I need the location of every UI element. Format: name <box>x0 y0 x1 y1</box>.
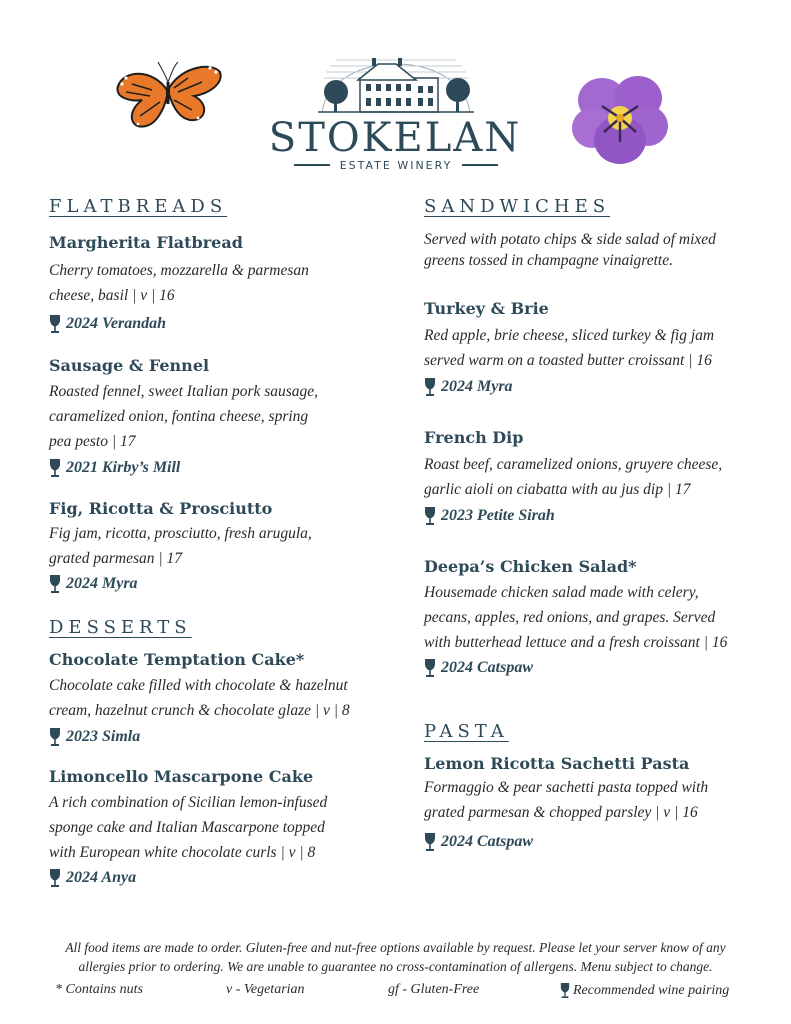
wine-name: 2024 Verandah <box>66 315 167 332</box>
desc-line: Housemade chicken salad made with celery, <box>424 584 699 601</box>
item-description <box>424 452 769 502</box>
item-description <box>424 580 769 655</box>
wine-glass-icon <box>424 377 436 397</box>
allergen-note <box>20 938 771 976</box>
item-description <box>49 258 389 308</box>
item-description <box>49 673 389 723</box>
item-name: Limoncello Mascarpone Cake <box>49 767 314 786</box>
purple-pansy-icon <box>572 72 668 168</box>
legend-text: gf - Gluten-Free <box>388 982 480 997</box>
desc-line: garlic aioli on ciabatta with au jus dip | 17 <box>424 481 691 498</box>
desc-line: sponge cake and Italian Mascarpone topped <box>49 819 325 836</box>
wine-pairing <box>49 457 389 479</box>
monarch-butterfly-icon <box>112 60 224 132</box>
desc-line: pecans, apples, red onions, and grapes. Served <box>424 609 716 626</box>
desc-line: caramelized onion, fontina cheese, spring <box>49 408 309 425</box>
desc-line: grated parmesan | 17 <box>49 550 182 567</box>
menu-item <box>49 356 389 479</box>
wine-glass-icon <box>424 658 436 678</box>
wine-pairing <box>49 867 389 889</box>
desc-line: Chocolate cake filled with chocolate & hazelnut <box>49 677 348 694</box>
menu-item <box>49 233 389 335</box>
desc-line: grated parmesan & chopped parsley | v | 16 <box>424 804 698 821</box>
section-title: FLATBREADS <box>49 196 228 217</box>
item-name: Fig, Ricotta & Prosciutto <box>49 499 273 518</box>
item-description <box>424 323 769 373</box>
desc-line: Cherry tomatoes, mozzarella & parmesan <box>49 262 309 279</box>
section-flatbreads <box>49 196 389 595</box>
menu-item <box>49 767 389 889</box>
legend-text: Recommended wine pairing <box>573 982 730 998</box>
desc-line: cream, hazelnut crunch & chocolate glaze | v | 8 <box>49 702 350 719</box>
brand-subtitle <box>285 157 507 173</box>
wine-pairing <box>424 831 769 853</box>
wine-glass-icon <box>49 458 61 478</box>
wine-glass-icon <box>424 832 436 852</box>
item-description <box>49 379 389 454</box>
desc-line: Red apple, brie cheese, sliced turkey & fig jam <box>424 327 715 344</box>
section-pasta <box>424 721 769 853</box>
item-name: Turkey & Brie <box>424 299 549 318</box>
section-title: PASTA <box>424 721 509 742</box>
wine-pairing <box>424 376 769 398</box>
item-description <box>49 521 389 571</box>
wine-name: 2024 Anya <box>66 869 137 886</box>
desc-line: Fig jam, ricotta, prosciutto, fresh arugula, <box>49 525 312 542</box>
wine-name: 2021 Kirby’s Mill <box>66 459 181 476</box>
menu-item <box>424 754 769 853</box>
wine-pairing <box>49 726 389 748</box>
section-title: SANDWICHES <box>424 196 611 217</box>
section-intro <box>424 229 769 271</box>
divider <box>462 164 498 166</box>
wine-pairing <box>424 657 769 679</box>
brand-subtitle-text: ESTATE WINERY <box>339 158 453 172</box>
wine-name: 2024 Myra <box>441 378 513 395</box>
desc-line: served warm on a toasted butter croissant | 16 <box>424 352 712 369</box>
wine-name: 2023 Simla <box>66 728 141 745</box>
section-sandwiches <box>424 196 769 679</box>
note-line: allergies prior to ordering. We are unable to guarantee no cross-contamination of allergens. Menu subject to change. <box>78 959 713 974</box>
desc-line: pea pesto | 17 <box>49 433 136 450</box>
desc-line: cheese, basil | v | 16 <box>49 287 175 304</box>
wine-name: 2023 Petite Sirah <box>441 507 555 524</box>
left-column <box>49 196 389 889</box>
right-column <box>424 196 769 853</box>
item-name: Lemon Ricotta Sachetti Pasta <box>424 754 690 773</box>
legend-nuts <box>55 982 143 998</box>
menu-item <box>49 650 389 748</box>
legend-gluten-free <box>388 982 479 998</box>
item-name: Sausage & Fennel <box>49 356 210 375</box>
wine-name: 2024 Catspaw <box>441 833 534 850</box>
item-description <box>49 790 389 865</box>
menu-item <box>424 428 769 527</box>
desc-line: A rich combination of Sicilian lemon-infused <box>49 794 328 811</box>
desc-line: Roasted fennel, sweet Italian pork sausage, <box>49 383 319 400</box>
wine-glass-icon <box>49 868 61 888</box>
legend-vegetarian <box>226 982 305 998</box>
desc-line: with European white chocolate curls | v | 8 <box>49 844 316 861</box>
legend-wine-pairing <box>560 982 729 999</box>
section-desserts <box>49 617 389 889</box>
wine-glass-icon <box>49 314 61 334</box>
wine-name: 2024 Catspaw <box>441 659 534 676</box>
menu-item <box>49 499 389 595</box>
item-description <box>424 775 769 825</box>
note-line: All food items are made to order. Gluten-free and nut-free options available by request. Please let your server know of any <box>65 940 726 955</box>
wine-pairing <box>424 505 769 527</box>
section-title: DESSERTS <box>49 617 192 638</box>
desc-line: Roast beef, caramelized onions, gruyere cheese, <box>424 456 723 473</box>
legend-text: * Contains nuts <box>55 982 143 997</box>
wine-glass-icon <box>49 574 61 594</box>
item-name: Chocolate Temptation Cake* <box>49 650 305 669</box>
item-name: Deepa’s Chicken Salad* <box>424 557 637 576</box>
item-name: Margherita Flatbread <box>49 233 243 252</box>
divider <box>294 164 330 166</box>
wine-name: 2024 Myra <box>66 575 138 592</box>
menu-item <box>424 557 769 679</box>
item-name: French Dip <box>424 428 524 447</box>
intro-line: Served with potato chips & side salad of mixed <box>424 231 716 248</box>
wine-glass-icon <box>49 727 61 747</box>
wine-glass-icon <box>560 982 570 999</box>
desc-line: with butterhead lettuce and a fresh croissant | 16 <box>424 634 728 651</box>
estate-house-logo-icon <box>312 40 480 120</box>
wine-pairing <box>49 573 389 595</box>
wine-glass-icon <box>424 506 436 526</box>
brand-name: STOKELAN <box>268 115 522 161</box>
legend-text: v - Vegetarian <box>226 982 305 997</box>
intro-line: greens tossed in champagne vinaigrette. <box>424 252 673 269</box>
desc-line: Formaggio & pear sachetti pasta topped with <box>424 779 709 796</box>
wine-pairing <box>49 313 389 335</box>
menu-item <box>424 299 769 398</box>
